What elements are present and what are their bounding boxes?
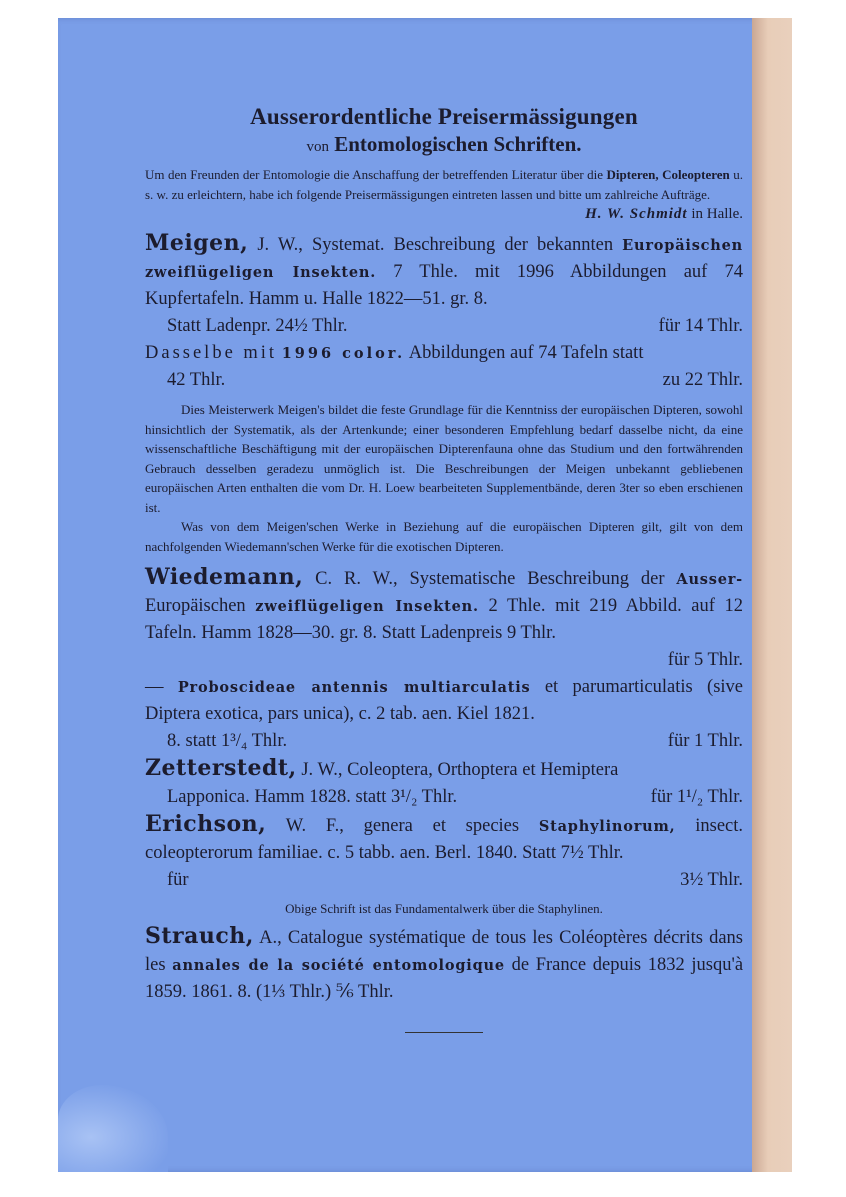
entry-text: et parumarticulatis (sive Diptera exotica, pars unica), c. 2 tab. aen. Kiel 1821. xyxy=(145,677,743,724)
entry-erichson xyxy=(145,811,743,894)
entry-text: insect. coleopterorum familiae. c. 5 tabb. aen. Berl. 1840. Statt 7½ Thlr. xyxy=(145,816,744,863)
entry-text: 2 Thle. mit 219 Abbild. auf 12 Tafeln. Hamm 1828—30. gr. 8. Statt Ladenpreis 9 Thlr. xyxy=(145,596,744,643)
price-new: 3½ Thlr. xyxy=(680,870,743,890)
entry-zetterstedt xyxy=(145,755,743,811)
entry-dash: — xyxy=(145,677,164,697)
note-erichson: Obige Schrift ist das Fundamentalwerk über die Staphylinen. xyxy=(285,901,603,916)
entry-meigen xyxy=(145,230,743,340)
closing-rule xyxy=(405,1032,483,1033)
intro-text-1: Um den Freunden der Entomologie die Anschaffung der betreffenden Literatur über die xyxy=(145,167,604,182)
entry-bold-title: zweiflügeligen Insekten. xyxy=(255,598,479,615)
entry-text: C. R. W., Systematische Beschreibung der xyxy=(315,569,665,589)
entry-bold-title: Proboscideae antennis multiarculatis xyxy=(177,679,531,696)
price-row xyxy=(145,313,743,340)
price-list xyxy=(145,105,743,1033)
entry-text: Europäischen xyxy=(145,596,246,616)
subtitle-prefix: von xyxy=(306,139,329,155)
price-old: Statt Ladenpr. 24½ Thlr. xyxy=(167,316,348,336)
price-new: zu 22 Thlr. xyxy=(662,370,743,390)
page-edge xyxy=(752,18,792,1172)
entry-dasselbe xyxy=(145,340,743,394)
price-row xyxy=(145,867,743,894)
entry-strauch xyxy=(145,923,743,1006)
author-name: Zetterstedt, xyxy=(145,755,297,781)
subtitle-main: Entomologischen Schriften. xyxy=(334,132,582,156)
entry-text: J. W., Coleoptera, Orthoptera et Hemiptera xyxy=(301,760,619,780)
entry-bold-title: annales de la société entomologique xyxy=(172,957,505,974)
price-row xyxy=(145,367,743,394)
price-row xyxy=(145,647,743,674)
signature-name: H. W. Schmidt xyxy=(585,206,688,222)
intro-text-2: u. s. w. zu erleichtern, habe ich folgende Preisermässigungen eintreten lassen und bitte um zahlreiche Aufträge. xyxy=(145,167,743,202)
note-text: Dies Meisterwerk Meigen's bildet die feste Grundlage für die Kenntniss der europäischen Dipteren, sowohl hinsichtlich der Systematik, als der Artenkunde; einer besonderen Empfehlung bedarf dasselbe nicht, da eine wissenschaftliche Beschäftigung mit der europäischen Dipterenfauna ohne das Studium und den fortwährenden Gebrauch desselben geradezu unmöglich ist. Die Beschreibungen der Meigen unbekannt gebliebenen europäischen Arten enthalten die vom Dr. H. Loew bearbeiteten Supplementbände, deren 3ter so eben erschienen ist. xyxy=(145,402,743,515)
price-new: für 14 Thlr. xyxy=(658,316,743,336)
author-name: Meigen, xyxy=(145,230,249,256)
entry-bold-title: Staphylinorum, xyxy=(538,818,676,835)
author-name: Erichson, xyxy=(145,811,267,837)
entry-text: W. F., genera et species xyxy=(285,816,520,836)
intro-coleopteren: Coleopteren xyxy=(662,167,730,182)
intro-dipteren: Dipteren, xyxy=(606,167,659,182)
entry-proboscideae xyxy=(145,674,743,755)
price-old: für xyxy=(167,870,189,890)
price-old: Lapponica. Hamm 1828. statt 3¹/₂ Thlr. xyxy=(167,787,458,807)
entry-bold-title: 1996 color. xyxy=(281,345,406,362)
author-name: Wiedemann, xyxy=(145,564,304,590)
price-row xyxy=(145,784,743,811)
entry-text: 7 Thle. mit 1996 Abbildungen auf 74 Kupfertafeln. Hamm u. Halle 1822—51. gr. 8. xyxy=(145,262,743,309)
entry-text: J. W., Systemat. Beschreibung der bekannten xyxy=(257,235,614,255)
note-meigen xyxy=(145,400,743,517)
intro-paragraph xyxy=(145,165,743,205)
price-new: für 5 Thlr. xyxy=(667,650,743,670)
price-old: 8. statt 1³/₄ Thlr. xyxy=(167,731,288,751)
signature xyxy=(145,207,743,222)
price-old: 42 Thlr. xyxy=(167,370,226,390)
price-row xyxy=(145,728,743,755)
entry-bold-title: Europäischen zweiflügeligen Insekten. xyxy=(145,237,744,281)
entry-text: A., Catalogue systématique de tous les Coléoptères décrits dans les xyxy=(145,928,743,975)
page-title: Ausserordentliche Preisermässigungen xyxy=(250,104,638,129)
price-new: für 1¹/₂ Thlr. xyxy=(650,787,743,807)
entry-text: de France depuis 1832 jusqu'à 1859. 1861. 8. (1⅓ Thlr.) ⅚ Thlr. xyxy=(145,955,744,1002)
entry-wiedemann xyxy=(145,564,743,674)
price-new: für 1 Thlr. xyxy=(667,731,743,751)
author-name: Strauch, xyxy=(145,923,254,949)
note-wiedemann xyxy=(145,517,743,556)
signature-place: in Halle. xyxy=(691,206,743,222)
note-text: Was von dem Meigen'schen Werke in Beziehung auf die europäischen Dipteren gilt, gilt von dem nachfolgenden Wiedemann'schen Werke für die exotischen Dipteren. xyxy=(145,519,743,554)
entry-lead: Dasselbe mit xyxy=(145,343,278,363)
entry-text: Abbildungen auf 74 Tafeln statt xyxy=(408,343,644,363)
entry-bold-title: Ausser- xyxy=(676,571,743,588)
page-subtitle xyxy=(145,134,743,155)
